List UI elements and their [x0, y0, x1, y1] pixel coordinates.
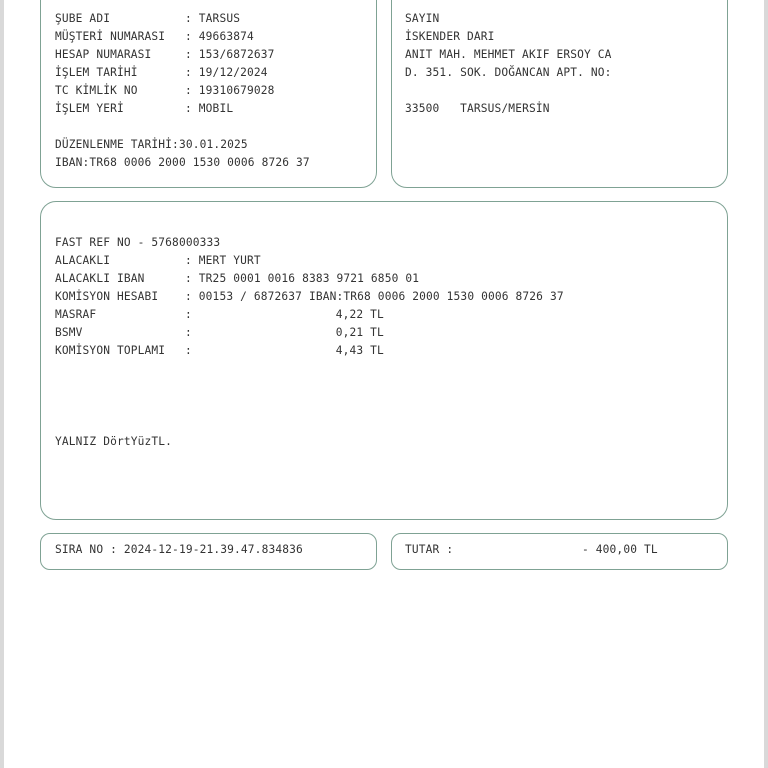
- total-label: TUTAR :: [405, 543, 454, 556]
- account-number-label: HESAP NUMARASI: [55, 48, 152, 61]
- customer-number-row: MÜŞTERİ NUMARASI : 49663874: [55, 28, 254, 46]
- fee-label: BSMV: [55, 326, 83, 339]
- commission-account-label: KOMİSYON HESABI: [55, 290, 159, 303]
- customer-number-label: MÜŞTERİ NUMARASI: [55, 30, 166, 43]
- postal-code: 33500: [405, 102, 440, 115]
- creditor-iban-value: TR25 0001 0016 8383 9721 6850 01: [198, 272, 420, 285]
- tc-id-value: 19310679028: [198, 84, 275, 97]
- branch-row-label: ŞUBE ADI: [55, 12, 111, 25]
- fee-row-masraf: MASRAF : 4,22 TL: [55, 306, 384, 324]
- postal-city: [405, 100, 550, 118]
- fee-label: KOMİSYON TOPLAMI: [55, 344, 166, 357]
- tc-id-label: TC KİMLİK NO: [55, 84, 138, 97]
- customer-number-value: 49663874: [198, 30, 254, 43]
- transaction-place-label: İŞLEM YERİ: [55, 102, 124, 115]
- fee-value: 4,22 TL: [335, 308, 384, 321]
- tc-id-row: TC KİMLİK NO : 19310679028: [55, 82, 275, 100]
- creditor-iban-row: ALACAKLI IBAN : TR25 0001 0016 8383 9721 6850 01: [55, 270, 419, 288]
- account-number-value: 153/6872637: [198, 48, 275, 61]
- branch-row-value: TARSUS: [198, 12, 241, 25]
- account-iban: IBAN:TR68 0006 2000 1530 0006 8726 37: [55, 156, 310, 169]
- amount-in-words: YALNIZ DörtYüzTL.: [55, 435, 173, 448]
- creditor-value: MERT YURT: [198, 254, 261, 267]
- creditor-iban-label: ALACAKLI IBAN: [55, 272, 145, 285]
- creditor-row: ALACAKLI : MERT YURT: [55, 252, 261, 270]
- city: TARSUS/MERSİN: [460, 102, 550, 115]
- commission-account-value: 00153 / 6872637 IBAN:TR68 0006 2000 1530 0006 8726 37: [198, 290, 564, 303]
- transaction-place-value: MOBIL: [198, 102, 234, 115]
- salutation: SAYIN: [405, 12, 440, 25]
- recipient-name: İSKENDER DARI: [405, 30, 495, 43]
- transaction-date-row: İŞLEM TARİHİ : 19/12/2024: [55, 64, 268, 82]
- fee-row-total: KOMİSYON TOPLAMI : 4,43 TL: [55, 342, 384, 360]
- transaction-date-label: İŞLEM TARİHİ: [55, 66, 138, 79]
- branch-row: ŞUBE ADI : TARSUS: [55, 10, 240, 28]
- total-amount: - 400,00 TL: [582, 543, 658, 556]
- fee-value: 4,43 TL: [335, 344, 384, 357]
- fee-row-bsmv: BSMV : 0,21 TL: [55, 324, 384, 342]
- fast-ref-number: FAST REF NO - 5768000333: [55, 236, 221, 249]
- address-line-1: ANIT MAH. MEHMET AKIF ERSOY CA: [405, 48, 612, 61]
- sequence-number: SIRA NO : 2024-12-19-21.39.47.834836: [55, 543, 303, 556]
- issue-date: DÜZENLENME TARİHİ:30.01.2025: [55, 138, 248, 151]
- transaction-place-row: İŞLEM YERİ : MOBIL: [55, 100, 233, 118]
- commission-account-row: KOMİSYON HESABI : 00153 / 6872637 IBAN:TR68 0006 2000 1530 0006 8726 37: [55, 288, 564, 306]
- fee-value: 0,21 TL: [335, 326, 384, 339]
- fee-label: MASRAF: [55, 308, 97, 321]
- transaction-date-value: 19/12/2024: [198, 66, 268, 79]
- receipt-page: [4, 0, 764, 768]
- account-number-row: HESAP NUMARASI : 153/6872637: [55, 46, 275, 64]
- creditor-label: ALACAKLI: [55, 254, 111, 267]
- address-line-2: D. 351. SOK. DOĞANCAN APT. NO:: [405, 66, 612, 79]
